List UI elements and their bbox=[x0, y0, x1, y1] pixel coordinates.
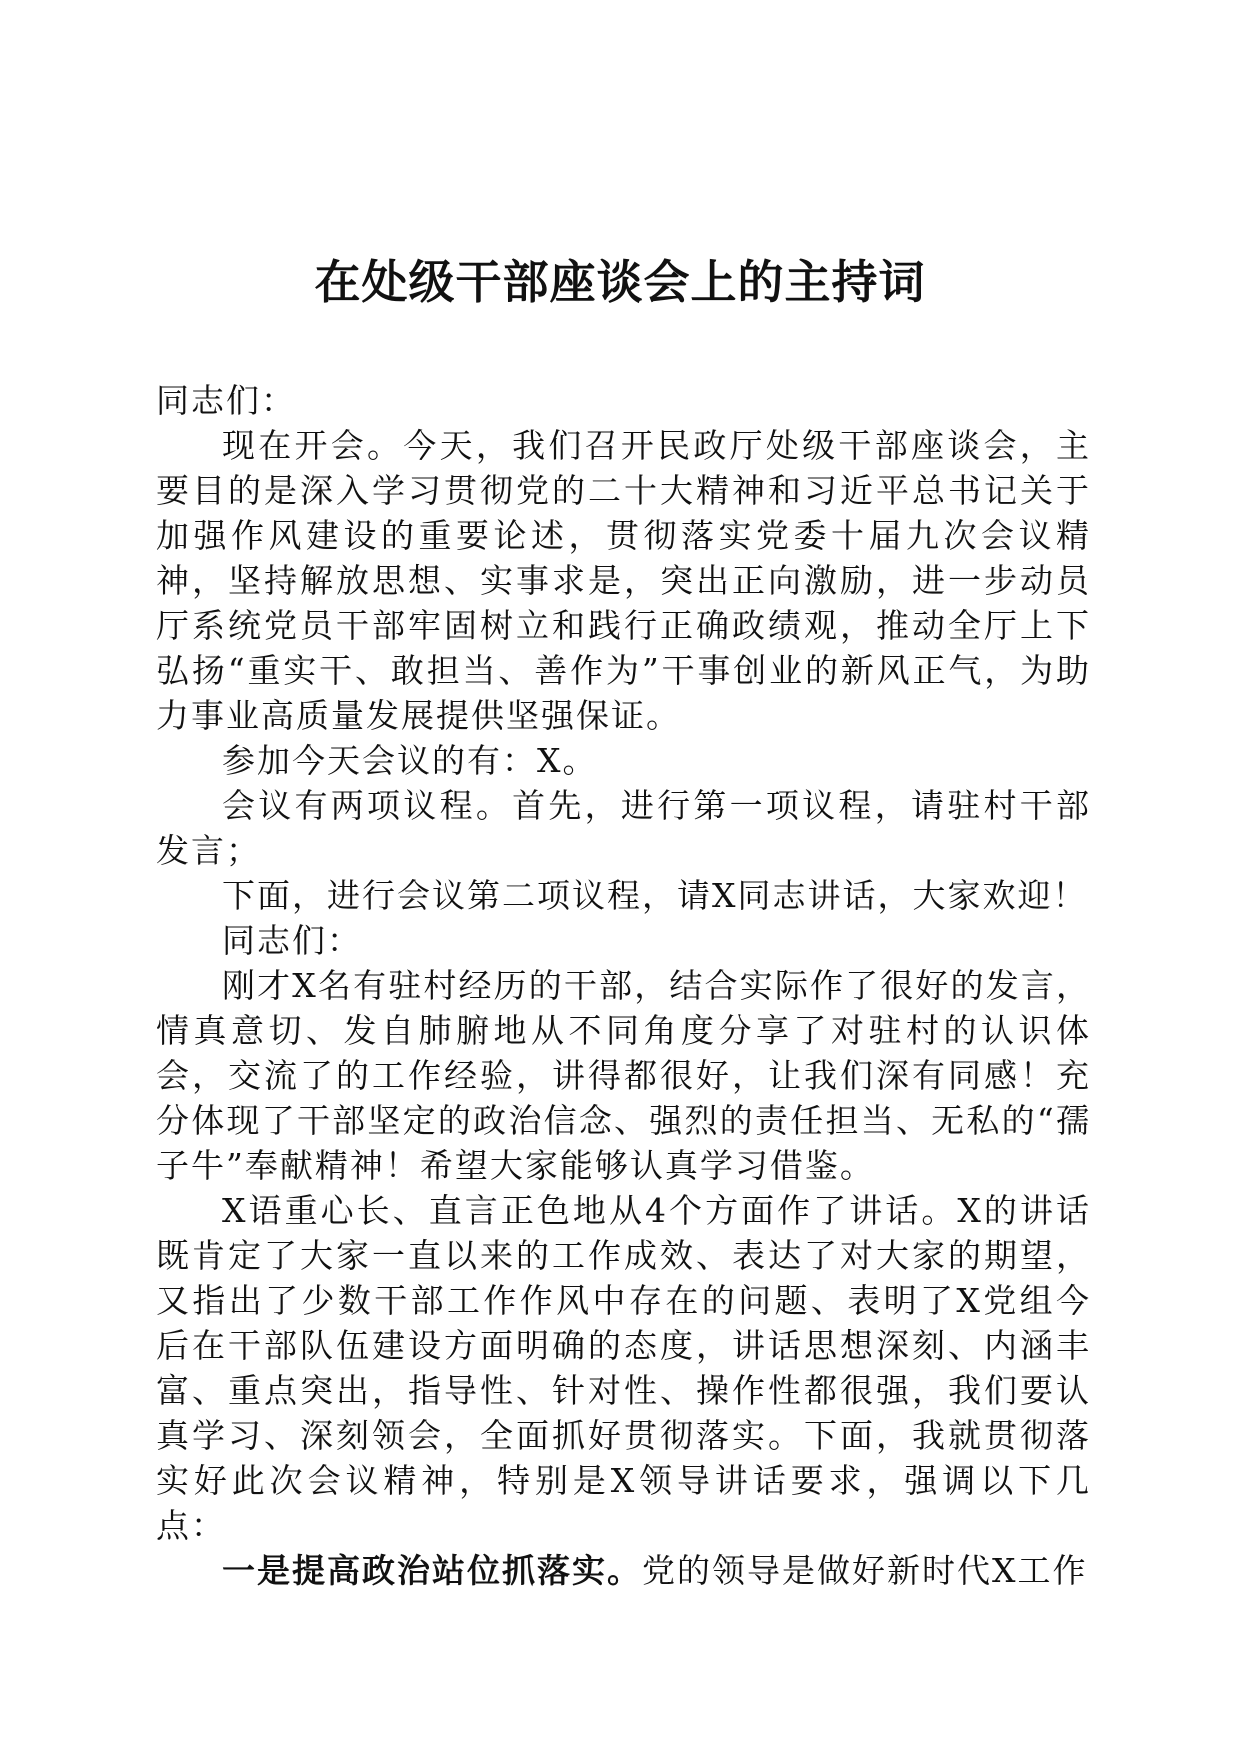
paragraph-opening: 现在开会。今天，我们召开民政厅处级干部座谈会，主要目的是深入学习贯彻党的二十大精神和习近平总书记关于加强作风建设的重要论述，贯彻落实党委十届九次会议精神，坚持解放思想、实事求是，突出正向激励，进一步动员厅系统党员干部牢固树立和践行正确政绩观，推动全厅上下弘扬“重实干、敢担当、善作为”干事创业的新风正气，为助力事业高质量发展提供坚强保证。 bbox=[156, 426, 1091, 735]
paragraph-agenda-one: 会议有两项议程。首先，进行第一项议程，请驻村干部发言； bbox=[156, 786, 1091, 870]
paragraph-salutation-second: 同志们： bbox=[222, 921, 362, 960]
salutation: 同志们： bbox=[156, 381, 296, 420]
paragraph-point-one bbox=[156, 1548, 1091, 1593]
paragraph-agenda-two: 下面，进行会议第二项议程，请X同志讲话，大家欢迎！ bbox=[222, 876, 1088, 915]
document-body bbox=[156, 378, 1091, 1593]
document-title: 在处级干部座谈会上的主持词 bbox=[314, 255, 926, 309]
point-one-text: 党的领导是做好新时代X工作 bbox=[642, 1551, 1088, 1590]
paragraph-summary-leader-speech: X语重心长、直言正色地从4个方面作了讲话。X的讲话既肯定了大家一直以来的工作成效、表达了对大家的期望，又指出了少数干部工作作风中存在的问题、表明了X党组今后在干部队伍建设方面明确的态度，讲话思想深刻、内涵丰富、重点突出，指导性、针对性、操作性都很强，我们要认真学习、深刻领会，全面抓好贯彻落实。下面，我就贯彻落实好此次会议精神，特别是X领导讲话要求，强调以下几点： bbox=[156, 1191, 1091, 1545]
paragraph-summary-speeches: 刚才X名有驻村经历的干部，结合实际作了很好的发言，情真意切、发自肺腑地从不同角度分享了对驻村的认识体会，交流了的工作经验，讲得都很好，让我们深有同感！充分体现了干部坚定的政治信念、强烈的责任担当、无私的“孺子牛”奉献精神！希望大家能够认真学习借鉴。 bbox=[156, 966, 1091, 1185]
point-one-heading: 一是提高政治站位抓落实。 bbox=[222, 1551, 642, 1590]
paragraph-attendees: 参加今天会议的有：X。 bbox=[222, 741, 598, 780]
